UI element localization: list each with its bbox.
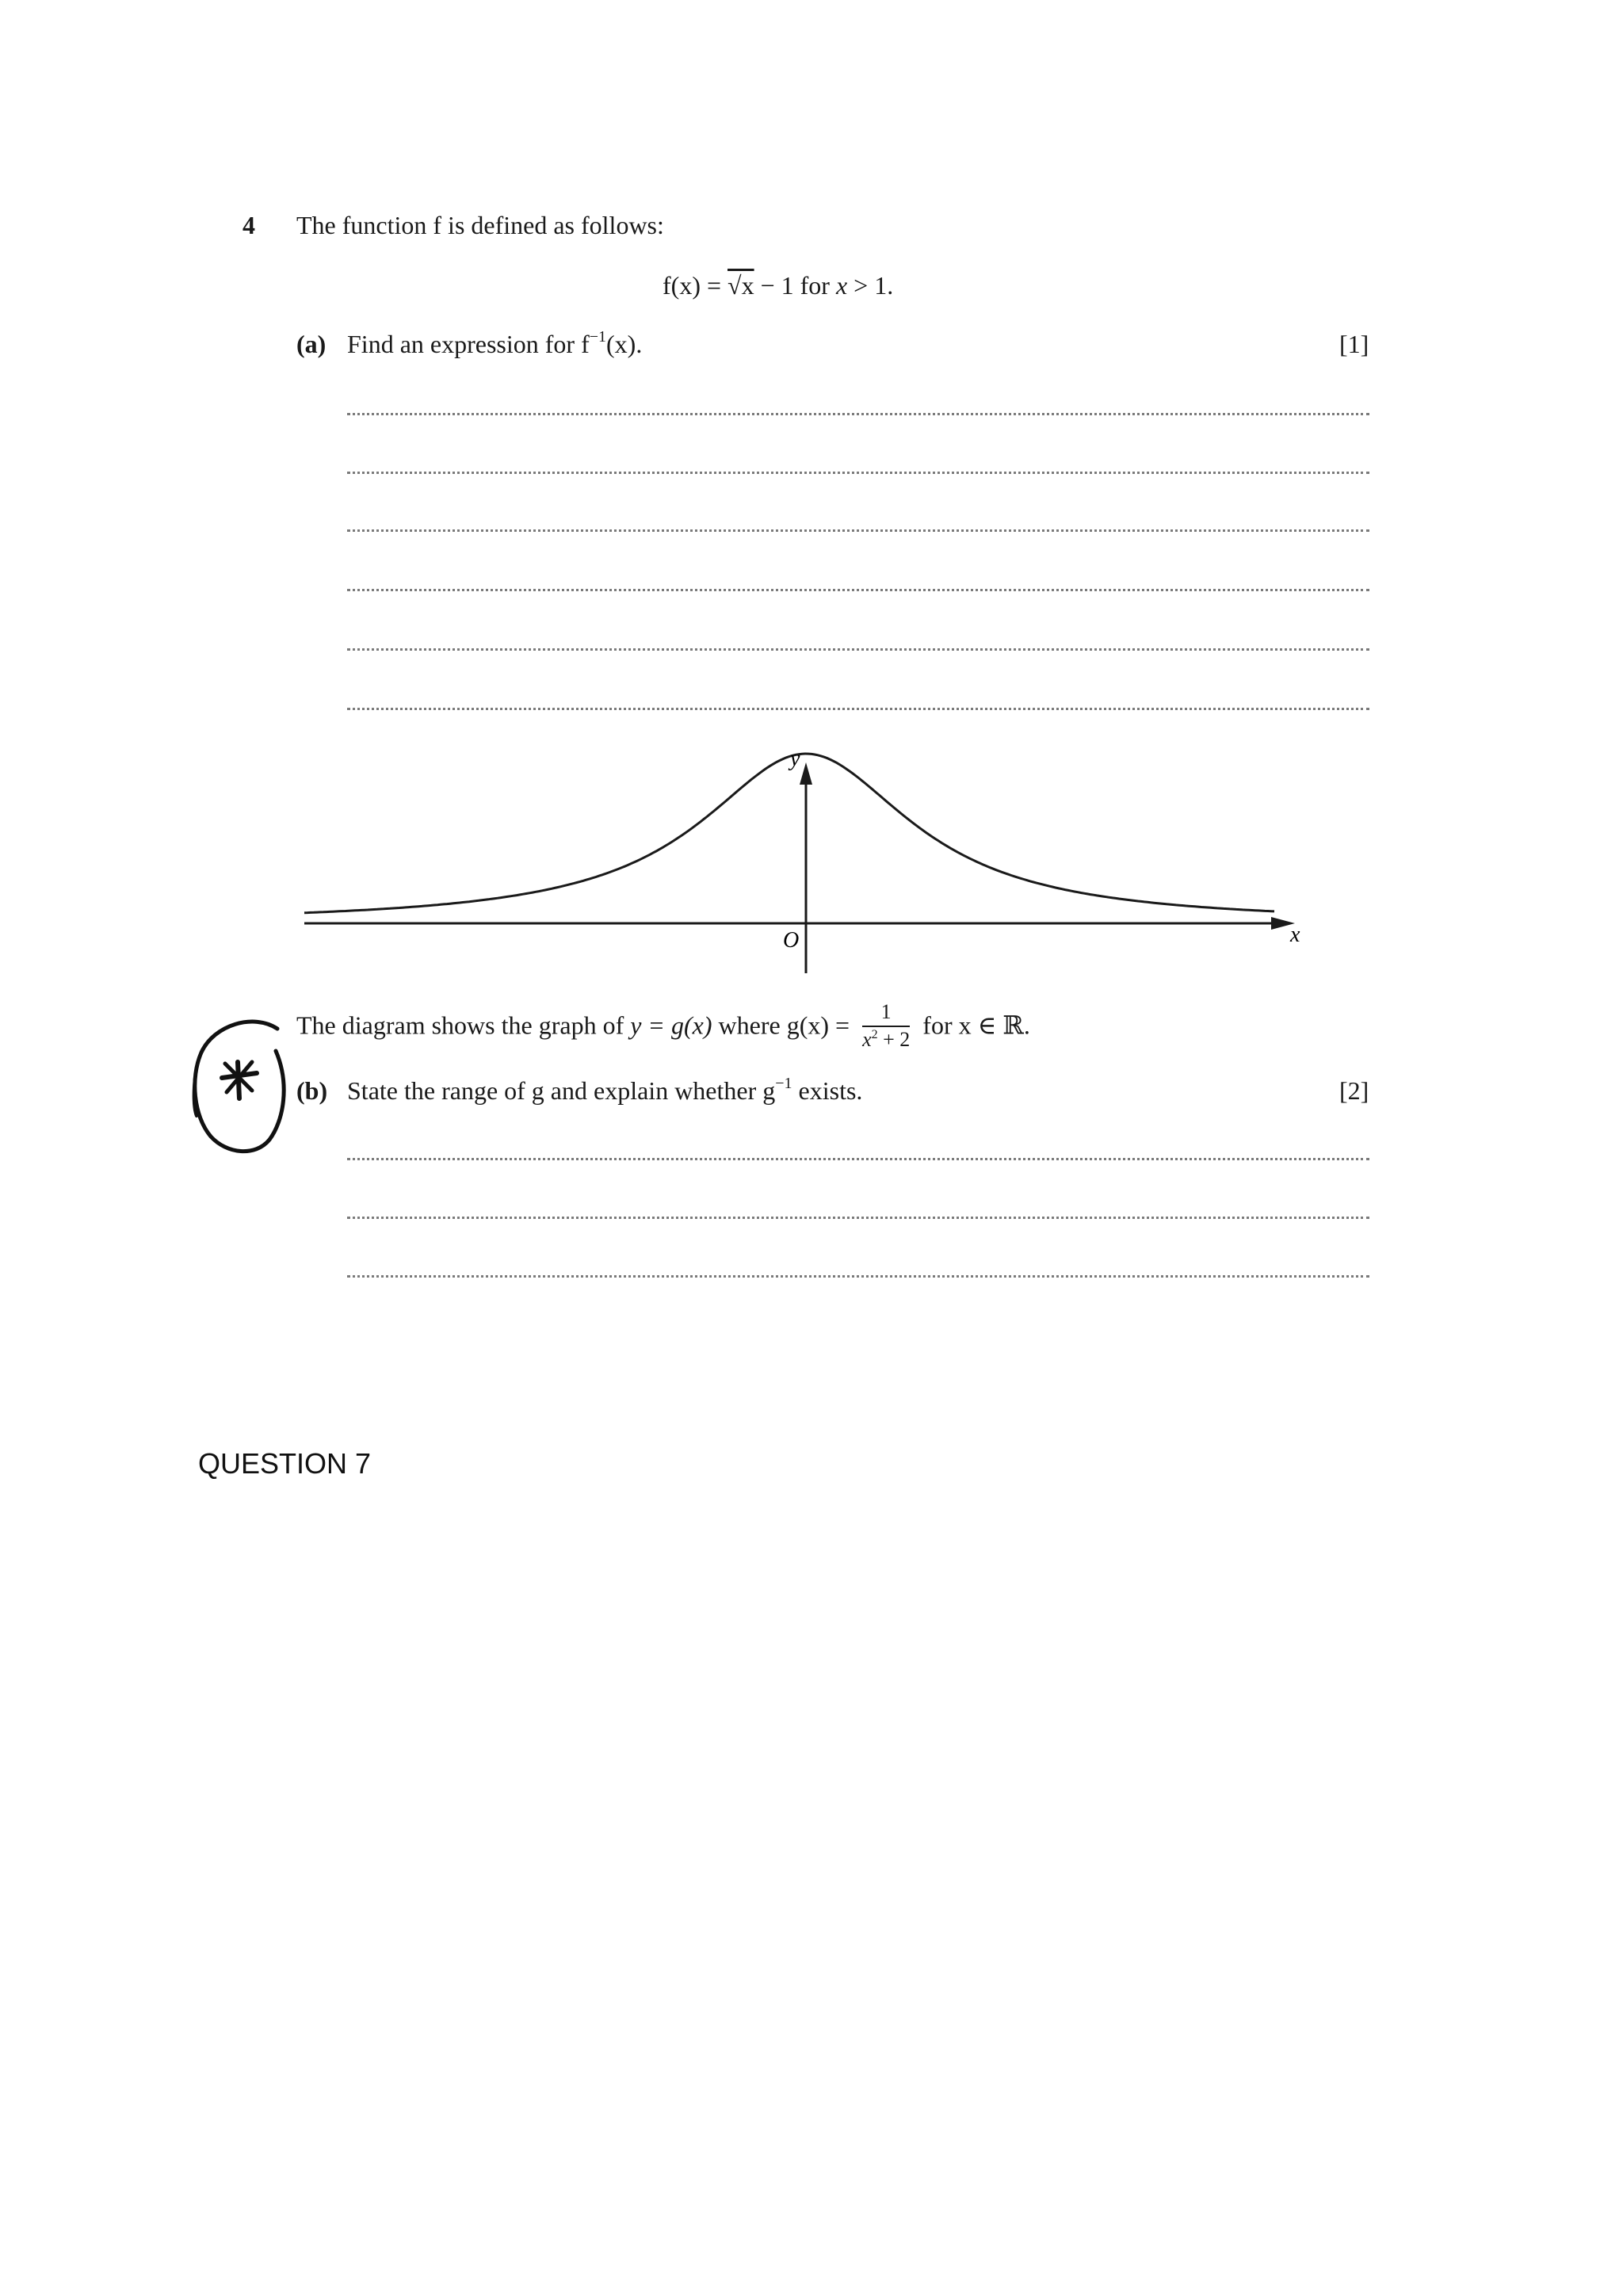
definition-var: x — [835, 271, 848, 300]
definition-rest: − 1 for — [754, 271, 836, 300]
part-a-marks: [1] — [1339, 330, 1369, 358]
question-intro: The function f is defined as follows: — [296, 211, 664, 239]
denominator-sup: 2 — [871, 1028, 878, 1041]
part-b-question — [347, 1076, 862, 1106]
curve-g — [304, 754, 1274, 913]
answer-line[interactable] — [347, 1158, 1369, 1160]
part-a-text: Find an expression for f — [347, 330, 590, 358]
caption-pre: The diagram shows the graph of — [296, 1010, 631, 1040]
part-b-sup: −1 — [775, 1075, 792, 1092]
caption-post: for x ∈ ℝ. — [916, 1010, 1030, 1040]
x-axis-label: x — [1290, 923, 1300, 947]
denominator-tail: + 2 — [877, 1028, 911, 1051]
function-graph — [0, 0, 1623, 999]
origin-label: O — [783, 928, 800, 953]
question-number: 4 — [242, 211, 255, 239]
definition-cond: > 1. — [847, 271, 894, 300]
part-b-text: State the range of g and explain whether g — [347, 1076, 776, 1105]
answer-line[interactable] — [347, 1217, 1369, 1219]
fraction-denominator — [862, 1027, 910, 1056]
caption-mid: where g(x) = — [712, 1010, 857, 1040]
part-a-sup: −1 — [589, 328, 606, 346]
asterisk-circle-annotation — [190, 1013, 301, 1163]
part-b-label: (b) — [296, 1076, 328, 1105]
definition-root: √x — [727, 271, 754, 300]
caption-equation: y = g(x) — [630, 1010, 712, 1040]
part-b-tail: exists. — [792, 1076, 863, 1105]
fraction — [862, 1000, 910, 1056]
fraction-numerator: 1 — [862, 1000, 910, 1027]
definition-lhs: f(x) = — [663, 271, 728, 300]
part-a-label: (a) — [296, 330, 327, 358]
y-axis-arrow — [800, 762, 812, 785]
denominator-base: x — [862, 1028, 872, 1051]
y-axis-label: y — [790, 747, 800, 771]
answer-line[interactable] — [347, 1275, 1369, 1278]
part-a-tail: (x). — [606, 330, 643, 358]
part-b-marks: [2] — [1339, 1076, 1369, 1105]
question-7-label: QUESTION 7 — [198, 1447, 372, 1480]
diagram-caption — [296, 1000, 1030, 1056]
